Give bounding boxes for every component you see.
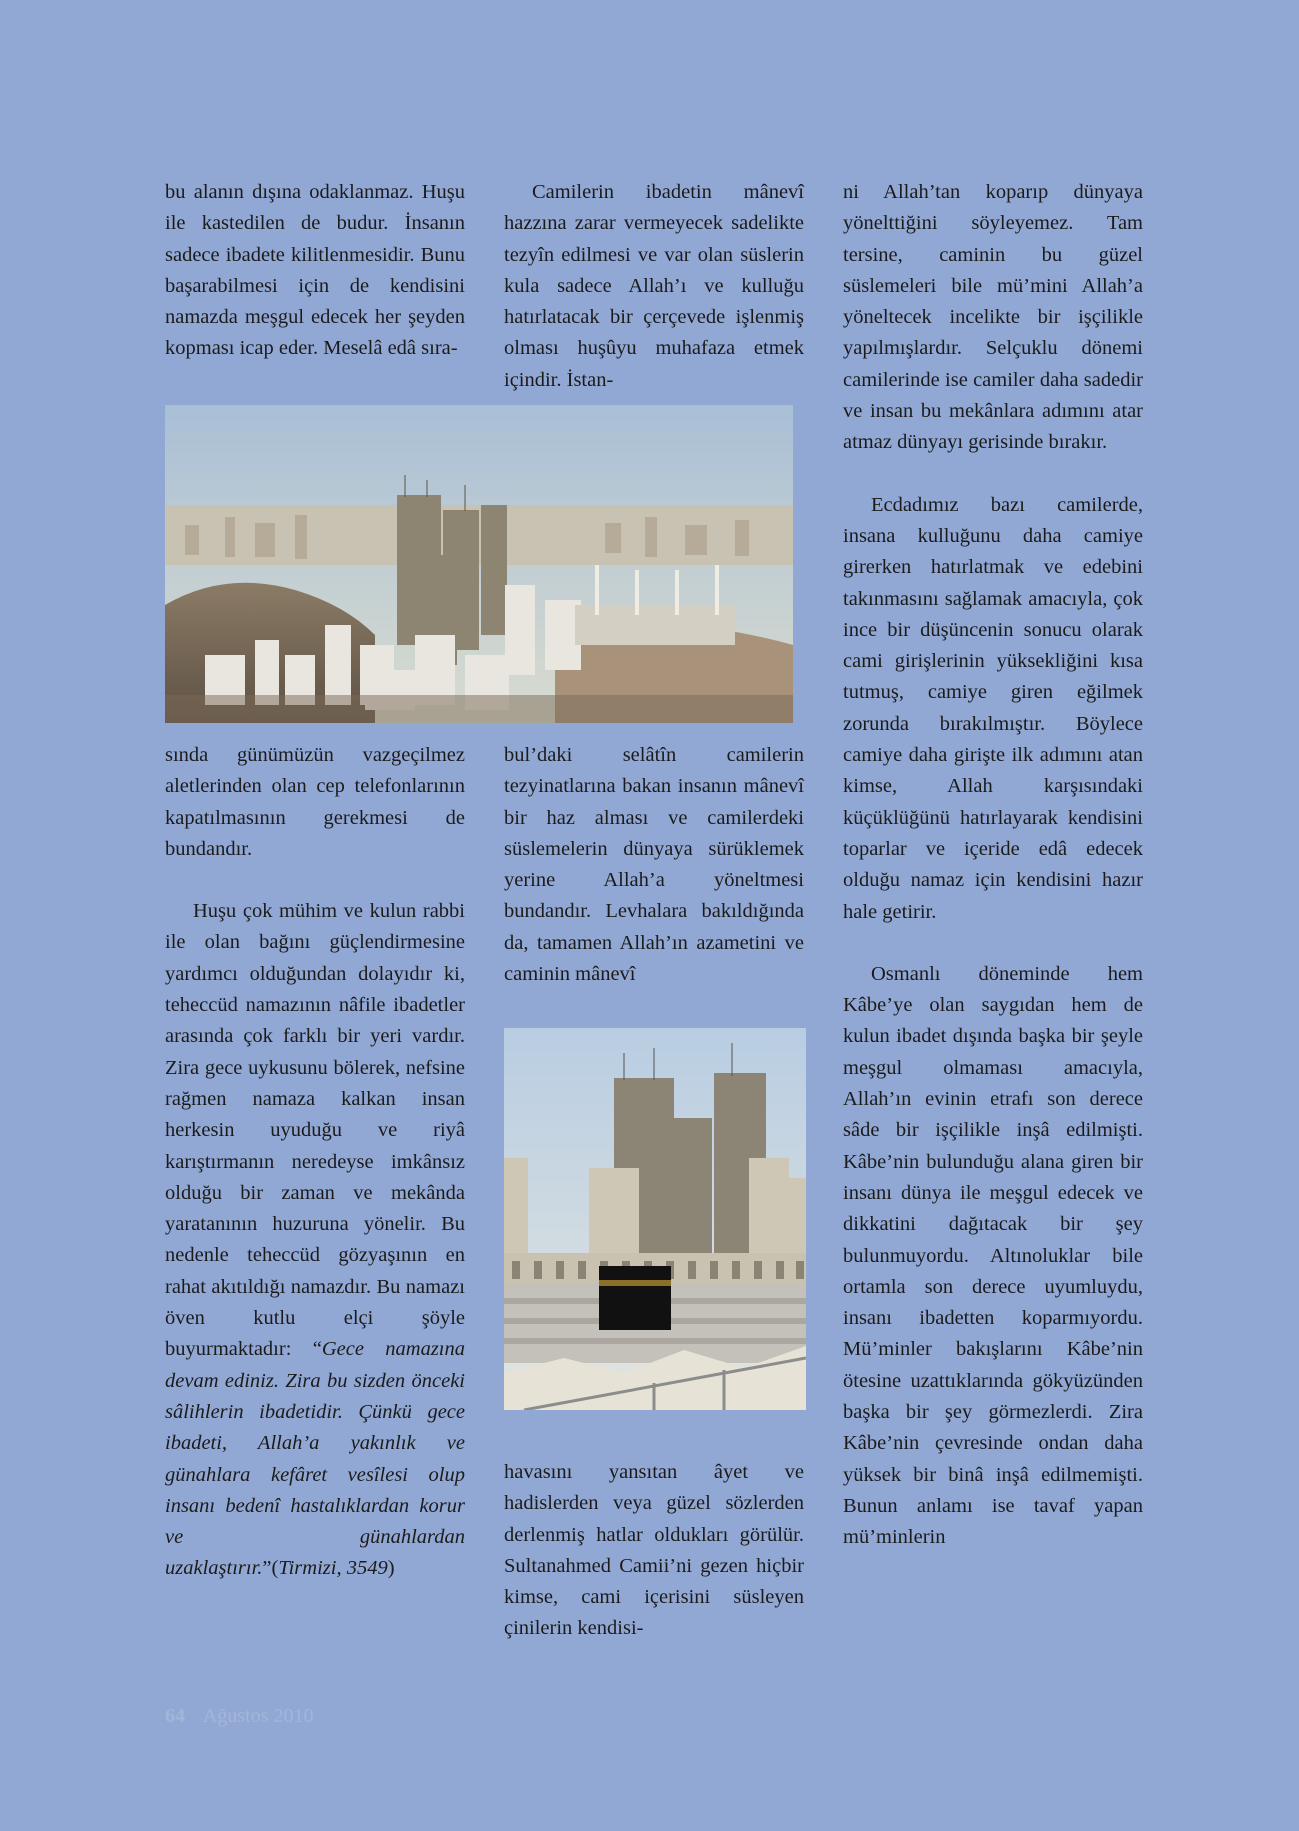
kaaba-photo (504, 1028, 806, 1410)
page-footer (165, 1705, 313, 1728)
paragraph: havasını yansıtan âyet ve hadislerden veya güzel sözlerden derlenmiş hatlar oldukları görülür. Sultanahmed Camii’ni gezen hiçbir kimse, cami içerisini süsleyen çinilerin kendisi- (504, 1461, 804, 1640)
issue-date: Ağustos 2010 (202, 1705, 314, 1727)
paragraph (165, 896, 465, 1585)
paragraph-text: Huşu çok mühim ve kulun rabbi ile olan bağını güçlendirmesine yardımcı olduğundan dolayıdır ki, teheccüd namazının nâfile ibadetler arasında çok farklı bir yeri vardır. Zira gece uykusunu bölerek, nefsine rağmen namaza kalkan insan herkesin uyuduğu ve riyâ karıştırmanın neredeyse imkânsız olduğu bir zaman ve mekânda yaratanının huzuruna yönelir. Bu nedenle teheccüd gözyaşının en rahat akıtıldığı namazdır. Bu namazı öven kutlu elçi şöyle buyurmaktadır: “ (165, 900, 465, 1361)
paragraph: ni Allah’tan koparıp dünyaya yönelttiğini söyleyemez. Tam tersine, caminin bu güzel süslemeleri bile mü’mini Allah’a yöneltecek incelikte bir işçilikle yapılmışlardır. Selçuklu dönemi camilerinde ise camiler daha sadedir ve insan bu mekânlara adımını atar atmaz dünyayı gerisinde bırakır. (843, 181, 1143, 454)
column-1-bottom (165, 740, 465, 1585)
column-1-top (165, 177, 465, 365)
column-2-bottom (504, 1457, 804, 1645)
column-2-middle (504, 740, 804, 990)
paragraph: Ecdadımız bazı camilerde, insana kulluğunu daha camiye girerken hatırlatmak ve edebini takınmasını sağlamak amacıyla, çok ince bir düşüncenin sonucu olarak cami girişlerinin yüksekliğini kısa tutmuş, camiye giren eğilmek zorunda bırakılmıştır. Böylece camiye daha girişte ilk adımını atan kimse, Allah karşısındaki küçüklüğünü hatırlayarak kendisini toparlar ve içeride edâ edecek olduğu namaz için kendisini hazır hale getirir. (843, 493, 1143, 923)
paragraph: Osmanlı döneminde hem Kâbe’ye olan saygıdan hem de kulun ibadet dışında başka bir şeyle meşgul olmaması amacıyla, Allah’ın evinin etrafı son derece sâde bir işçilikle inşâ edilmişti. Kâbe’nin bulunduğu alana giren bir insanı dünya ile meşgul edecek ve dikkatini dağıtacak bir şey bulunmuyordu. Altınoluklar bile ortamla son derece uyumluydu, insanı ibadetten koparmıyordu. Mü’minler bakışlarını Kâbe’nin ötesine uzattıklarında gökyüzünden başka bir şey görmezlerdi. Zira Kâbe’nin çevresinde ondan daha yüksek bir binâ inşâ edilmemişti. Bunun anlamı ise tavaf yapan mü’minlerin (843, 962, 1143, 1549)
column-3 (843, 177, 1143, 1553)
mecca-city-photo (165, 405, 793, 723)
citation: Tirmizi, 3549 (278, 1557, 388, 1580)
paragraph: bu alanın dışına odaklanmaz. Huşu ile kastedilen de budur. İnsanın sadece ibadete kilitlenmesidir. Bunu başarabilmesi için de kendisini namazda meşgul edecek her şeyden kopması icap eder. Meselâ edâ sıra- (165, 181, 465, 360)
paragraph: bul’daki selâtîn camilerin tezyinatlarına bakan insanın mânevî bir haz alması ve camilerdeki süslemelerin dünyaya sürüklemek yerine Allah’a yöneltmesi bundandır. Levhalara bakıldığında da, tamamen Allah’ın azametini ve caminin mânevî (504, 744, 804, 986)
paragraph: Camilerin ibadetin mânevî hazzına zarar vermeyecek sadelikte tezyîn edilmesi ve var olan süslerin kula sadece Allah’ı ve kulluğu hatırlatacak bir çerçevede işlenmiş olması huşûyu muhafaza etmek içindir. İstan- (504, 181, 804, 391)
paragraph: sında günümüzün vazgeçilmez aletlerinden olan cep telefonlarının kapatılmasının gerekmesi de bundandır. (165, 744, 465, 860)
quote-close: ”( (262, 1557, 279, 1580)
column-2-top (504, 177, 804, 396)
hadith-quote: Gece namazına devam ediniz. Zira bu sizden önceki sâlihlerin ibadetidir. Çünkü gece ibadeti, Allah’a yakınlık ve günahlara kefâret vesîlesi olup insanı bedenî hastalıklardan korur ve günahlardan uzaklaştırır. (165, 1338, 465, 1580)
citation-close: ) (387, 1557, 395, 1580)
page-number: 64 (165, 1705, 185, 1727)
